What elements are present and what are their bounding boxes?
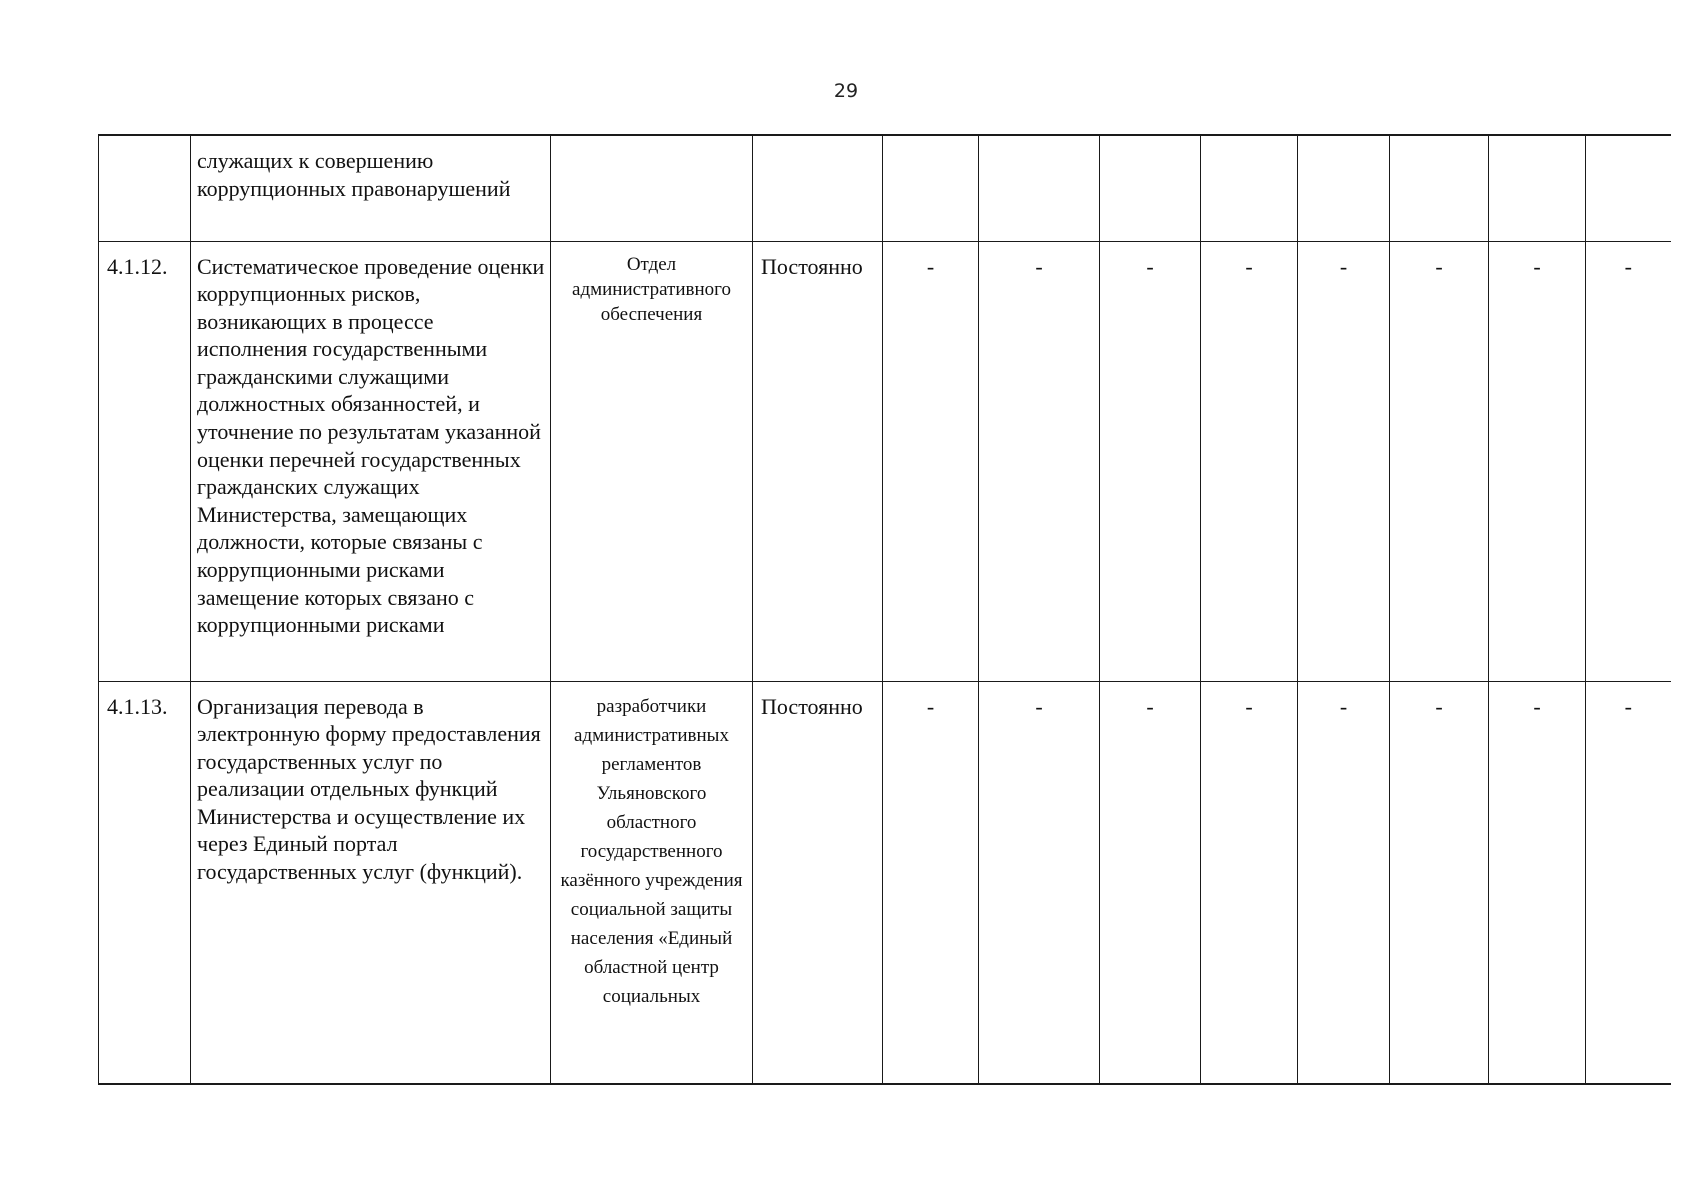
value-cell: - — [883, 241, 979, 681]
value-cell — [1586, 135, 1671, 241]
value-cell — [1298, 135, 1390, 241]
value-cell: - — [1100, 681, 1201, 1084]
value-cell — [1100, 135, 1201, 241]
value-cell: - — [883, 681, 979, 1084]
row-number: 4.1.13. — [99, 681, 191, 1084]
term — [753, 135, 883, 241]
measure-description: Организация перевода в электронную форму предоставления государственных услуг по реализации отдельных функций Министерства и осуществление их через Единый портал государственных услуг (функций). — [191, 681, 551, 1084]
table-row — [99, 681, 1671, 1084]
responsible-unit: разработчики административных регламентов Ульяновского областного государственного казённого учреждения социальной защиты населения «Единый областной центр социальных — [551, 681, 753, 1084]
value-cell — [1390, 135, 1489, 241]
row-number — [99, 135, 191, 241]
page-number: 29 — [833, 80, 859, 102]
responsible-unit — [551, 135, 753, 241]
term: Постоянно — [753, 681, 883, 1084]
row-number: 4.1.12. — [99, 241, 191, 681]
value-cell: - — [1298, 681, 1390, 1084]
value-cell: - — [1298, 241, 1390, 681]
value-cell: - — [979, 241, 1100, 681]
measures-table — [98, 134, 1671, 1085]
term: Постоянно — [753, 241, 883, 681]
value-cell — [1201, 135, 1298, 241]
value-cell: - — [1489, 681, 1586, 1084]
responsible-unit: Отдел административного обеспечения — [551, 241, 753, 681]
value-cell: - — [979, 681, 1100, 1084]
value-cell: - — [1100, 241, 1201, 681]
measure-description: Систематическое проведение оценки коррупционных рисков, возникающих в процессе исполнения государственными гражданскими служащими должностных обязанностей, и уточнение по результатам указанной оценки перечней государственных гражданских служащих Министерства, замещающих должности, которые связаны с коррупционными рисками замещение которых связано с коррупционными рисками — [191, 241, 551, 681]
table-row — [99, 241, 1671, 681]
value-cell: - — [1586, 681, 1671, 1084]
value-cell: - — [1390, 681, 1489, 1084]
value-cell — [883, 135, 979, 241]
value-cell — [1489, 135, 1586, 241]
value-cell: - — [1586, 241, 1671, 681]
value-cell: - — [1201, 681, 1298, 1084]
value-cell: - — [1390, 241, 1489, 681]
value-cell: - — [1201, 241, 1298, 681]
measure-description: служащих к совершению коррупционных правонарушений — [191, 135, 551, 241]
value-cell — [979, 135, 1100, 241]
table-row — [99, 135, 1671, 241]
value-cell: - — [1489, 241, 1586, 681]
